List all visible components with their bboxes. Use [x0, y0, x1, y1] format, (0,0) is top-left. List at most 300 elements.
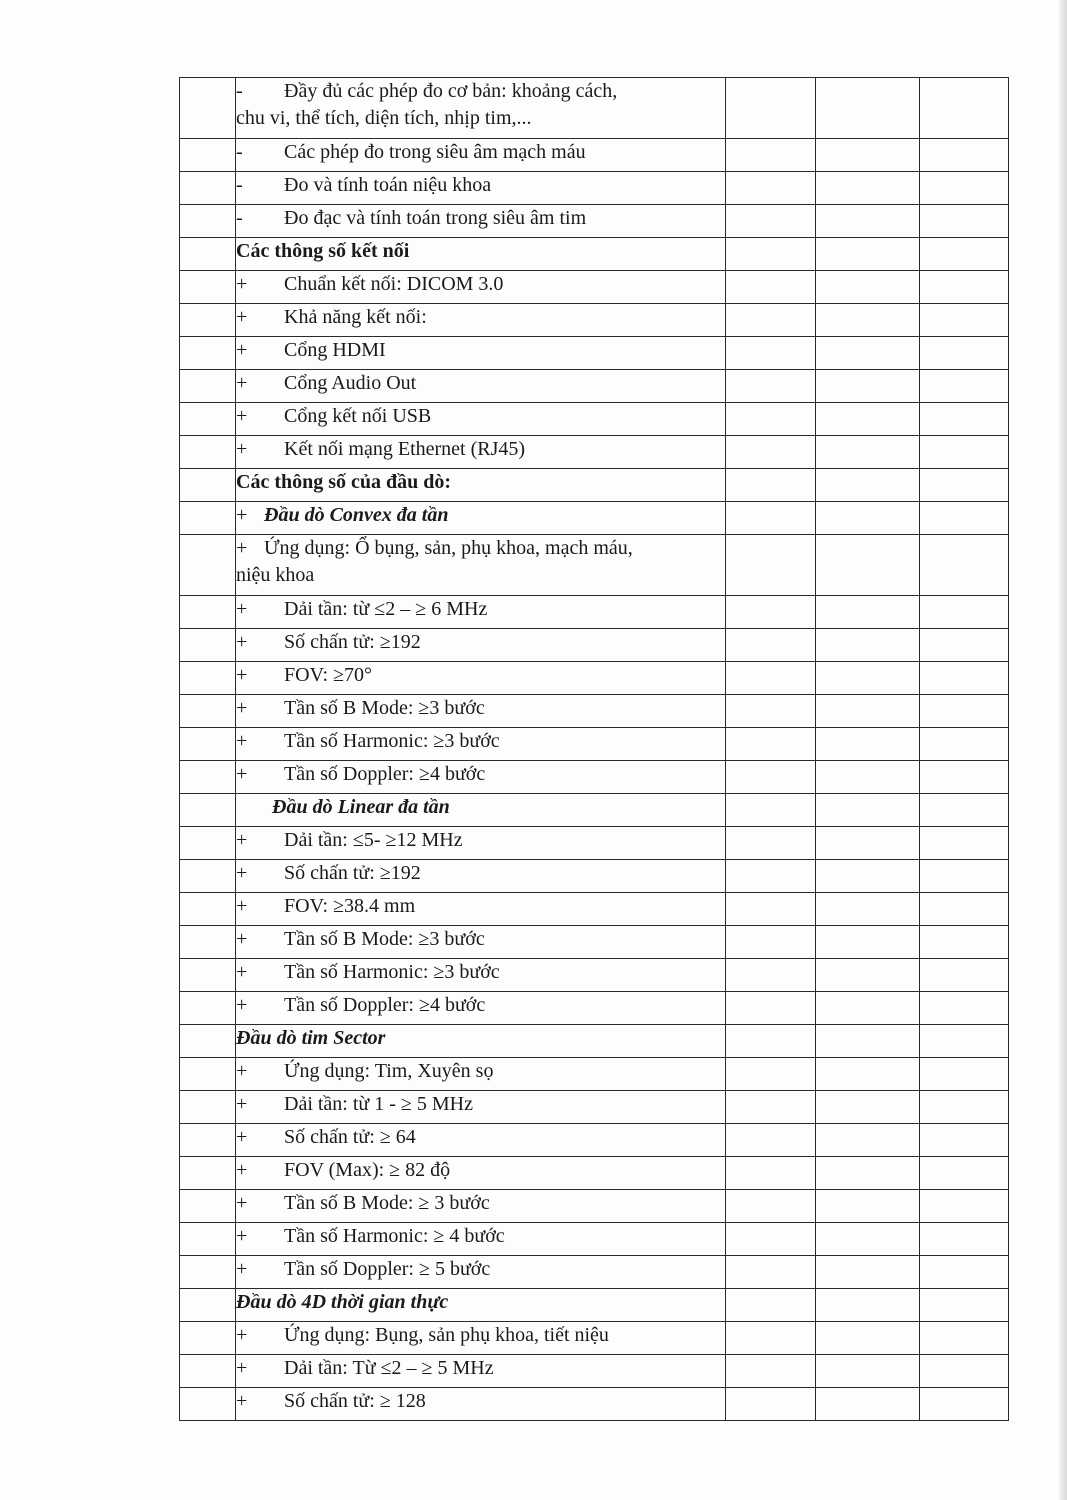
table-row [180, 728, 1009, 761]
table-row [180, 761, 1009, 794]
spec-line [236, 1322, 725, 1349]
spec-text: Cổng Audio Out [284, 372, 417, 394]
table-row [180, 403, 1009, 436]
row-number-cell [180, 238, 236, 271]
row-number-cell [180, 1256, 236, 1289]
specification-table-body [180, 78, 1009, 1421]
col4-cell [816, 695, 920, 728]
section-heading: Các thông số kết nối [236, 240, 410, 262]
col3-cell [726, 205, 816, 238]
spec-text: Tần số B Mode: ≥ 3 bước [284, 1192, 490, 1214]
col3-cell [726, 794, 816, 827]
col5-cell [920, 728, 1009, 761]
col4-cell [816, 860, 920, 893]
spec-text: Đo đạc và tính toán trong siêu âm tim [284, 207, 587, 229]
col5-cell [920, 695, 1009, 728]
spec-cell [236, 1157, 726, 1190]
spec-cell [236, 992, 726, 1025]
col4-cell [816, 238, 920, 271]
col5-cell [920, 78, 1009, 139]
spec-text: Dải tần: từ 1 - ≥ 5 MHz [284, 1093, 474, 1115]
col5-cell [920, 926, 1009, 959]
col4-cell [816, 1289, 920, 1322]
col4-cell [816, 1355, 920, 1388]
col4-cell [816, 827, 920, 860]
spec-text: Dải tần: ≤5- ≥12 MHz [284, 829, 463, 851]
spec-cell [236, 1388, 726, 1421]
col4-cell [816, 535, 920, 596]
row-number-cell [180, 596, 236, 629]
col5-cell [920, 1289, 1009, 1322]
col4-cell [816, 893, 920, 926]
col5-cell [920, 794, 1009, 827]
row-number-cell [180, 1388, 236, 1421]
spec-line [236, 370, 725, 397]
spec-cell [236, 370, 726, 403]
row-number-cell [180, 1355, 236, 1388]
bullet-marker: - [236, 174, 243, 196]
row-number-cell [180, 436, 236, 469]
table-row [180, 1289, 1009, 1322]
spec-text-continuation: niệu khoa [236, 564, 315, 586]
col3-cell [726, 1322, 816, 1355]
spec-cell [236, 596, 726, 629]
col4-cell [816, 78, 920, 139]
bullet-marker: + [236, 1357, 248, 1379]
spec-cell [236, 794, 726, 827]
row-number-cell [180, 629, 236, 662]
col4-cell [816, 1322, 920, 1355]
bullet-marker: + [236, 862, 248, 884]
spec-line [236, 596, 725, 623]
table-row [180, 794, 1009, 827]
spec-line [236, 1058, 725, 1085]
spec-line [236, 1091, 725, 1118]
row-number-cell [180, 860, 236, 893]
spec-cell [236, 1058, 726, 1091]
spec-text: Tần số Harmonic: ≥3 bước [284, 730, 500, 752]
col4-cell [816, 304, 920, 337]
col4-cell [816, 1256, 920, 1289]
col4-cell [816, 1124, 920, 1157]
specification-table [179, 77, 1009, 1421]
bullet-marker: + [236, 537, 248, 559]
col5-cell [920, 172, 1009, 205]
bullet-marker: + [236, 829, 248, 851]
spec-text: Tần số B Mode: ≥3 bước [284, 697, 485, 719]
table-row [180, 1124, 1009, 1157]
bullet-marker: + [236, 598, 248, 620]
col3-cell [726, 370, 816, 403]
table-row [180, 893, 1009, 926]
spec-text: Số chấn tử: ≥192 [284, 631, 421, 653]
row-number-cell [180, 1025, 236, 1058]
spec-text: Tần số Doppler: ≥4 bước [284, 763, 486, 785]
spec-cell [236, 139, 726, 172]
spec-cell [236, 238, 726, 271]
col5-cell [920, 1190, 1009, 1223]
spec-text: Tần số Doppler: ≥ 5 bước [284, 1258, 491, 1280]
table-row [180, 436, 1009, 469]
table-row [180, 1322, 1009, 1355]
table-row [180, 139, 1009, 172]
table-row [180, 78, 1009, 139]
row-number-cell [180, 403, 236, 436]
col4-cell [816, 172, 920, 205]
table-row [180, 172, 1009, 205]
col3-cell [726, 662, 816, 695]
bullet-marker: + [236, 1060, 248, 1082]
spec-text: FOV: ≥70° [284, 664, 373, 686]
spec-cell [236, 172, 726, 205]
col3-cell [726, 1025, 816, 1058]
col5-cell [920, 662, 1009, 695]
spec-line [236, 1124, 725, 1151]
col3-cell [726, 139, 816, 172]
spec-line [236, 337, 725, 364]
col5-cell [920, 535, 1009, 596]
spec-text: Dải tần: từ ≤2 – ≥ 6 MHz [284, 598, 488, 620]
spec-line [236, 728, 725, 755]
row-number-cell [180, 1223, 236, 1256]
spec-line [236, 139, 725, 166]
table-row [180, 1157, 1009, 1190]
table-row [180, 304, 1009, 337]
col4-cell [816, 370, 920, 403]
spec-cell [236, 761, 726, 794]
spec-cell [236, 1289, 726, 1322]
scan-edge-shadow [1059, 0, 1067, 1500]
col5-cell [920, 337, 1009, 370]
spec-line [236, 926, 725, 953]
bullet-marker: + [236, 1225, 248, 1247]
col3-cell [726, 761, 816, 794]
spec-text: Số chấn tử: ≥ 64 [284, 1126, 416, 1148]
row-number-cell [180, 893, 236, 926]
table-row [180, 1388, 1009, 1421]
col4-cell [816, 1091, 920, 1124]
spec-text: Đầy đủ các phép đo cơ bản: khoảng cách, [284, 80, 618, 102]
col5-cell [920, 1355, 1009, 1388]
spec-line [236, 78, 725, 105]
spec-line [236, 271, 725, 298]
bullet-marker: + [236, 895, 248, 917]
spec-cell [236, 304, 726, 337]
table-row [180, 1190, 1009, 1223]
col4-cell [816, 436, 920, 469]
row-number-cell [180, 1289, 236, 1322]
col4-cell [816, 403, 920, 436]
row-number-cell [180, 1157, 236, 1190]
table-row [180, 1256, 1009, 1289]
table-row [180, 860, 1009, 893]
spec-line [236, 662, 725, 689]
spec-cell [236, 959, 726, 992]
row-number-cell [180, 827, 236, 860]
col3-cell [726, 271, 816, 304]
table-row [180, 926, 1009, 959]
col5-cell [920, 1124, 1009, 1157]
col5-cell [920, 860, 1009, 893]
col3-cell [726, 436, 816, 469]
spec-line [236, 1355, 725, 1382]
spec-cell [236, 629, 726, 662]
spec-line [236, 959, 725, 986]
table-row [180, 695, 1009, 728]
spec-cell [236, 403, 726, 436]
col4-cell [816, 1025, 920, 1058]
col4-cell [816, 992, 920, 1025]
col4-cell [816, 728, 920, 761]
col5-cell [920, 1256, 1009, 1289]
bullet-marker: - [236, 141, 243, 163]
col3-cell [726, 172, 816, 205]
col5-cell [920, 893, 1009, 926]
spec-text: Số chấn tử: ≥ 128 [284, 1390, 426, 1412]
col4-cell [816, 1190, 920, 1223]
spec-cell [236, 1190, 726, 1223]
col3-cell [726, 238, 816, 271]
col3-cell [726, 502, 816, 535]
row-number-cell [180, 761, 236, 794]
col3-cell [726, 728, 816, 761]
col4-cell [816, 1388, 920, 1421]
row-number-cell [180, 304, 236, 337]
col3-cell [726, 1223, 816, 1256]
table-row [180, 535, 1009, 596]
col5-cell [920, 1388, 1009, 1421]
spec-text: Số chấn tử: ≥192 [284, 862, 421, 884]
col5-cell [920, 304, 1009, 337]
col4-cell [816, 596, 920, 629]
spec-cell [236, 1091, 726, 1124]
spec-line [236, 992, 725, 1019]
probe-heading-text: Đầu dò Convex đa tần [264, 504, 449, 526]
probe-heading [236, 502, 725, 529]
bullet-marker: + [236, 961, 248, 983]
row-number-cell [180, 1322, 236, 1355]
probe-heading: Đầu dò 4D thời gian thực [236, 1291, 449, 1313]
row-number-cell [180, 78, 236, 139]
bullet-marker: + [236, 1258, 248, 1280]
spec-cell [236, 926, 726, 959]
bullet-marker: + [236, 339, 248, 361]
table-row [180, 370, 1009, 403]
col4-cell [816, 1058, 920, 1091]
col4-cell [816, 926, 920, 959]
col3-cell [726, 78, 816, 139]
spec-line [236, 827, 725, 854]
spec-line [236, 860, 725, 887]
col5-cell [920, 1223, 1009, 1256]
col4-cell [816, 271, 920, 304]
spec-text: Tần số Harmonic: ≥ 4 bước [284, 1225, 505, 1247]
col4-cell [816, 629, 920, 662]
table-row [180, 662, 1009, 695]
bullet-marker: - [236, 80, 243, 102]
row-number-cell [180, 337, 236, 370]
table-row [180, 596, 1009, 629]
table-row [180, 1091, 1009, 1124]
col5-cell [920, 1058, 1009, 1091]
bullet-marker: + [236, 631, 248, 653]
row-number-cell [180, 1124, 236, 1157]
table-row [180, 1025, 1009, 1058]
col3-cell [726, 959, 816, 992]
spec-line [236, 1223, 725, 1250]
spec-line [236, 1388, 725, 1415]
bullet-marker: + [236, 730, 248, 752]
col5-cell [920, 761, 1009, 794]
col4-cell [816, 502, 920, 535]
bullet-marker: + [236, 273, 248, 295]
table-row [180, 271, 1009, 304]
spec-cell [236, 860, 726, 893]
col3-cell [726, 1256, 816, 1289]
spec-line [236, 304, 725, 331]
table-row [180, 1223, 1009, 1256]
spec-text: Kết nối mạng Ethernet (RJ45) [284, 438, 526, 460]
bullet-marker: + [236, 405, 248, 427]
col3-cell [726, 1091, 816, 1124]
spec-cell [236, 205, 726, 238]
spec-cell [236, 1124, 726, 1157]
col5-cell [920, 992, 1009, 1025]
col3-cell [726, 695, 816, 728]
col5-cell [920, 271, 1009, 304]
col4-cell [816, 959, 920, 992]
spec-cell [236, 695, 726, 728]
row-number-cell [180, 1058, 236, 1091]
table-row [180, 1058, 1009, 1091]
col5-cell [920, 469, 1009, 502]
spec-text: Ứng dụng: Bụng, sản phụ khoa, tiết niệu [284, 1324, 609, 1346]
row-number-cell [180, 139, 236, 172]
spec-text: FOV: ≥38.4 mm [284, 895, 416, 917]
spec-cell [236, 728, 726, 761]
bullet-marker: + [236, 438, 248, 460]
spec-text: Đo và tính toán niệu khoa [284, 174, 492, 196]
col3-cell [726, 926, 816, 959]
col4-cell [816, 794, 920, 827]
spec-cell [236, 1355, 726, 1388]
spec-line [236, 761, 725, 788]
spec-line [236, 1256, 725, 1283]
row-number-cell [180, 469, 236, 502]
col3-cell [726, 860, 816, 893]
table-row [180, 827, 1009, 860]
spec-cell [236, 827, 726, 860]
spec-cell [236, 469, 726, 502]
spec-cell [236, 271, 726, 304]
row-number-cell [180, 205, 236, 238]
spec-cell [236, 535, 726, 596]
spec-text-continuation: chu vi, thể tích, diện tích, nhịp tim,... [236, 107, 532, 129]
col5-cell [920, 827, 1009, 860]
spec-line [236, 436, 725, 463]
col5-cell [920, 205, 1009, 238]
bullet-marker: + [236, 1390, 248, 1412]
col3-cell [726, 1058, 816, 1091]
col5-cell [920, 596, 1009, 629]
spec-text: Tần số B Mode: ≥3 bước [284, 928, 485, 950]
bullet-marker: + [236, 306, 248, 328]
bullet-marker: + [236, 664, 248, 686]
col4-cell [816, 469, 920, 502]
row-number-cell [180, 959, 236, 992]
spec-text: Cổng kết nối USB [284, 405, 432, 427]
row-number-cell [180, 662, 236, 695]
spec-cell [236, 502, 726, 535]
table-row [180, 502, 1009, 535]
spec-cell [236, 662, 726, 695]
spec-cell [236, 893, 726, 926]
col3-cell [726, 1289, 816, 1322]
spec-cell [236, 436, 726, 469]
row-number-cell [180, 926, 236, 959]
col5-cell [920, 1025, 1009, 1058]
bullet-marker: + [236, 1093, 248, 1115]
col4-cell [816, 662, 920, 695]
spec-text: Tần số Harmonic: ≥3 bước [284, 961, 500, 983]
col3-cell [726, 469, 816, 502]
spec-line [236, 1190, 725, 1217]
col5-cell [920, 139, 1009, 172]
bullet-marker: + [236, 1126, 248, 1148]
spec-text: Ứng dụng: Tim, Xuyên sọ [284, 1060, 494, 1082]
spec-cell [236, 1322, 726, 1355]
spec-line [236, 629, 725, 656]
col3-cell [726, 1388, 816, 1421]
section-heading: Các thông số của đầu dò: [236, 471, 452, 493]
col3-cell [726, 827, 816, 860]
spec-text: Khả năng kết nối: [284, 306, 427, 328]
col4-cell [816, 337, 920, 370]
table-row [180, 238, 1009, 271]
bullet-marker: + [236, 1324, 248, 1346]
col3-cell [726, 1157, 816, 1190]
bullet-marker: + [236, 1192, 248, 1214]
probe-heading: Đầu dò tim Sector [236, 1027, 386, 1049]
spec-text: Tần số Doppler: ≥4 bước [284, 994, 486, 1016]
spec-line [236, 172, 725, 199]
row-number-cell [180, 502, 236, 535]
col3-cell [726, 992, 816, 1025]
col3-cell [726, 535, 816, 596]
row-number-cell [180, 1091, 236, 1124]
spec-text: Dải tần: Từ ≤2 – ≥ 5 MHz [284, 1357, 494, 1379]
col5-cell [920, 1322, 1009, 1355]
spec-line [236, 535, 725, 562]
col5-cell [920, 959, 1009, 992]
spec-text: Ứng dụng: Ổ bụng, sản, phụ khoa, mạch máu, [264, 537, 633, 559]
col3-cell [726, 337, 816, 370]
bullet-marker: + [236, 1159, 248, 1181]
row-number-cell [180, 794, 236, 827]
table-row [180, 992, 1009, 1025]
table-row [180, 959, 1009, 992]
table-row [180, 205, 1009, 238]
spec-line [236, 1157, 725, 1184]
row-number-cell [180, 535, 236, 596]
col3-cell [726, 596, 816, 629]
probe-heading: Đầu dò Linear đa tần [272, 796, 450, 818]
bullet-marker: + [236, 763, 248, 785]
spec-text: Cổng HDMI [284, 339, 386, 361]
col4-cell [816, 139, 920, 172]
bullet-marker: + [236, 504, 248, 526]
row-number-cell [180, 992, 236, 1025]
